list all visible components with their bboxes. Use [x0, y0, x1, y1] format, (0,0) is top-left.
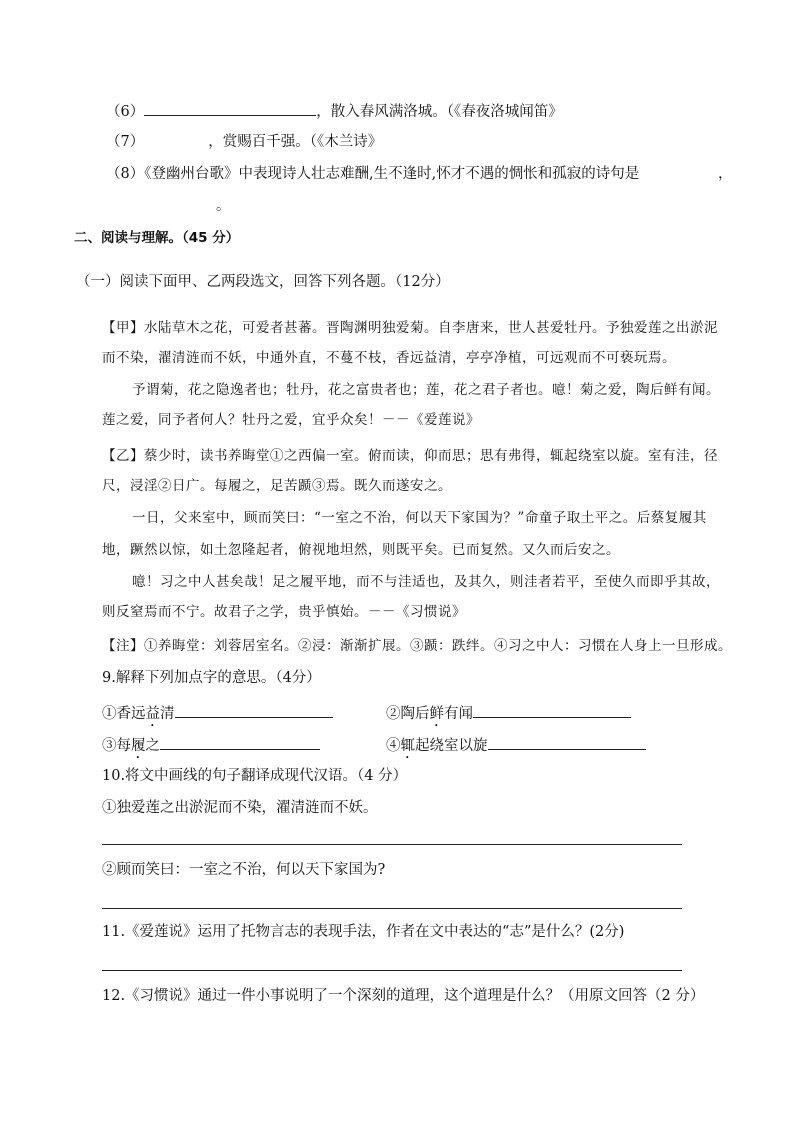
q10-answer-line-2[interactable] [102, 908, 682, 909]
passage-yi-line: 地，蹶然以惊，如土忽隆起者，俯视地坦然，则既平矣。已而复然。又久而后安之。 [102, 542, 620, 558]
q10-sentence-2: ②顾而笑曰：一室之不治，何以天下家国为? [102, 862, 386, 878]
q9-b-dotted: 鲜 [429, 706, 444, 722]
q11-stem: 11.《爱莲说》运用了托物言志的表现手法，作者在文中表达的“志”是什么？(2分) [102, 924, 625, 940]
q9-a-text: ①香远 [102, 706, 146, 722]
passage-yi-line: 一日，父来室中，顾而笑曰：“一室之不治，何以天下家国为？”命童子取土平之。后蔡复履其 [132, 510, 707, 526]
part1-intro: （一）阅读下面甲、乙两段选文，回答下列各题。（12分） [76, 274, 450, 290]
q6-answer-blank[interactable] [144, 100, 316, 116]
fill-q6 [106, 100, 563, 122]
q9-a-dotted: 益 [145, 706, 160, 722]
q12-stem: 12.《习惯说》通过一件小事说明了一个深刻的道理，这个道理是什么？（用原文回答（2 分） [102, 988, 705, 1004]
passage-yi-note: 【注】①养晦堂：刘蓉居室名。②浸：渐渐扩展。③踬：跌绊。④习之中人：习惯在人身上一旦形成。 [102, 638, 732, 654]
q9-c-text: 之 [145, 738, 160, 754]
q9-stem: 9.解释下列加点字的意思。（4分） [102, 670, 321, 686]
q8-period: 。 [216, 198, 231, 214]
passage-jia-line: 莲之爱，同予者何人？牡丹之爱，宜乎众矣！－－《爱莲说》 [102, 412, 480, 428]
q9-b-answer-blank[interactable] [473, 702, 631, 718]
q8-prompt: （8）《登幽州台歌》中表现诗人壮志难酬,生不逢时,怀才不遇的惆怅和孤寂的诗句是 [106, 166, 640, 182]
q9-b-text: 有闻 [444, 706, 473, 722]
q10-stem: 10.将文中画线的句子翻译成现代汉语。（4 分） [102, 768, 408, 784]
q9-d-text: ④ [386, 738, 401, 754]
q6-number: （6） [106, 104, 145, 120]
q9-d-answer-blank[interactable] [488, 734, 646, 750]
q7-number: （7） [106, 134, 145, 150]
passage-yi-line: 则反窒焉而不宁。故君子之学，贵乎慎始。－－《习惯说》 [102, 604, 466, 620]
passage-yi-line: 噫！习之中人甚矣哉！足之履平地，而不与洼适也，及其久，则洼者若平，至使久而即乎其故， [132, 574, 720, 590]
q9-c-dotted: 履 [131, 738, 146, 754]
q9-c-text: ③每 [102, 738, 131, 754]
q10-sentence-1: ①独爱莲之出淤泥而不染，濯清涟而不妖。 [102, 800, 378, 816]
q9-d-text: 起绕室以旋 [415, 738, 488, 754]
passage-yi-line: 【乙】蔡少时，读书养晦堂①之西偏一室。俯而读，仰而思；思有弗得，辄起绕室以旋。室有洼，径 [102, 448, 718, 464]
passage-yi-line: 尺，浸淫②日广。每履之，足苦踬③焉。既久而遂安之。 [102, 478, 452, 494]
q9-a-answer-blank[interactable] [175, 702, 333, 718]
q9-d-dotted: 辄 [400, 738, 415, 754]
q9-c-answer-blank[interactable] [160, 734, 320, 750]
passage-jia-line: 而不染，濯清涟而不妖，中通外直，不蔓不枝，香远益清，亭亭净植，可远观而不可亵玩焉。 [102, 350, 676, 366]
q9-a-text: 清 [160, 706, 175, 722]
q9-item-d [386, 734, 646, 762]
fill-q8 [106, 164, 639, 184]
q9-item-c [102, 734, 320, 762]
q9-item-a [102, 702, 333, 730]
q11-answer-line[interactable] [102, 970, 682, 971]
q8-comma: ， [718, 166, 733, 182]
q9-item-b [386, 702, 631, 730]
q7-poem-line: ，赏赐百千强。（《木兰诗》 [208, 134, 383, 150]
passage-jia-line: 予谓菊，花之隐逸者也；牡丹，花之富贵者也；莲，花之君子者也。噫！菊之爱，陶后鲜有闻。 [132, 382, 720, 398]
passage-jia-line: 【甲】水陆草木之花，可爱者甚蕃。晋陶渊明独爱菊。自李唐来，世人甚爱牡丹。予独爱莲之出淤泥 [102, 320, 718, 336]
q10-answer-line-1[interactable] [102, 844, 682, 845]
section-heading: 二、阅读与理解。（45 分） [74, 230, 240, 246]
fill-q7 [106, 132, 382, 152]
q9-b-text: ②陶后 [386, 706, 430, 722]
q6-poem-line: ，散入春风满洛城。（《春夜洛城闻笛》 [316, 104, 563, 120]
